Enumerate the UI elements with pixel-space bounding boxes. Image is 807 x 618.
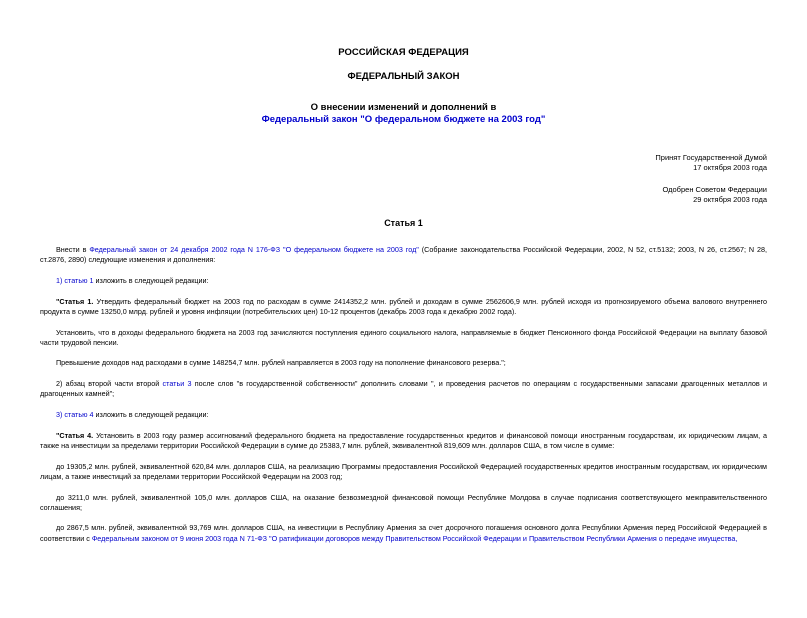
paragraph-3211: до 3211,0 млн. рублей, эквивалентной 105,0 млн. долларов США, на оказание безвозмездной финансовой помощи Республике Молдова в случае подписания соответствующего межправительственного соглашения; — [40, 492, 767, 512]
item2-text-post: после слов "в государственной собственности" дополнить словами ", и проведения расчетов по операциям с государственными запасами драгоценных металлов и драгоценных камней"; — [40, 379, 767, 399]
adopted-by: Принят Государственной Думой — [655, 153, 767, 162]
paragraph-article4 — [40, 431, 767, 451]
paragraph-item2 — [40, 379, 767, 399]
item3-text: изложить в следующей редакции: — [93, 410, 209, 420]
paragraph-article1 — [40, 297, 767, 317]
p2867-text: до 2867,5 млн. рублей, эквивалентной 93,769 млн. долларов США, на инвестиции в Республику Армения за счет досрочного погашения основного долга Республики Армения перед Российской Федерацией в соответствии с — [40, 523, 767, 543]
paragraph-item3 — [40, 410, 767, 420]
law-link-176fz[interactable]: Федеральный закон от 24 декабря 2002 года N 176-ФЗ — [89, 245, 281, 254]
document-page — [0, 47, 807, 618]
intro-text-post: (Собрание законодательства Российской Федерации, 2002, N 52, ст.5132; 2003, N 26, ст.2567; N 28, ст.2876, 2890) следующие изменения и дополнения: — [40, 245, 768, 265]
law-link-budget-2003[interactable]: "О федеральном бюджете на 2003 год" — [283, 245, 419, 254]
article4-text: Установить в 2003 году размер ассигнований федерального бюджета на предоставление государственных кредитов и финансовой помощи иностранным государствам, их юридическим лицам, а также на инвестиции за пределами территории Российской Федерации в сумме до 25383,7 млн. рублей, эквивалентной 819,609 млн. долларов США, в том числе в сумме: — [40, 430, 768, 450]
paragraph-excess: Превышение доходов над расходами в сумме 148254,7 млн. рублей направляется в 2003 году на пополнение финансового резерва."; — [56, 358, 506, 368]
article1-text: Утвердить федеральный бюджет на 2003 год по расходам в сумме 2414352,2 млн. рублей и доходам в сумме 2562606,9 млн. рублей исходя из прогнозируемого объема валового внутреннего продукта в сумме 13250,0 млрд. рублей и уровня инфляции (потребительских цен) 10-12 процентов (декабрь 2003 года к декабрю 2002 года). — [40, 296, 767, 316]
article4-label: "Статья 4. — [56, 430, 94, 440]
item1-text: изложить в следующей редакции: — [93, 275, 209, 285]
law-type-heading: ФЕДЕРАЛЬНЫЙ ЗАКОН — [347, 71, 460, 82]
paragraph-19305: до 19305,2 млн. рублей, эквивалентной 620,84 млн. долларов США, на реализацию Программы предоставления Российской Федерацией государственных кредитов иностранным государствам, их юридическим лицам, а также инвестиций за пределами территории Российской Федерации на 2003 год; — [40, 461, 767, 481]
paragraph-item1 — [40, 276, 767, 286]
approved-date: 29 октября 2003 года — [693, 195, 767, 204]
item3-number: 3) — [56, 410, 65, 420]
law-link-ratification[interactable]: "О ратификации договоров между Правительством Российской Федерации и Правительством Республики Армения о передаче имущества, — [267, 533, 738, 543]
article1-label: "Статья 1. — [56, 296, 94, 306]
adopted-date: 17 октября 2003 года — [693, 163, 767, 172]
paragraph-intro — [40, 245, 767, 265]
article4-link[interactable]: статью 4 — [64, 410, 94, 420]
intro-text: Внести в — [56, 245, 90, 254]
article3-link[interactable]: статьи 3 — [162, 379, 192, 389]
paragraph-social-tax: Установить, что в доходы федерального бюджета на 2003 год зачисляются поступления единого социального налога, направляемые в бюджет Пенсионного фонда Российской Федерации на выплату базовой части трудовой пенсии. — [40, 327, 767, 347]
approved-by: Одобрен Советом Федерации — [662, 185, 767, 194]
item1-number: 1) — [56, 275, 65, 285]
document-body — [40, 245, 767, 544]
article1-link[interactable]: статью 1 — [64, 275, 94, 285]
law-title-line1: О внесении изменений и дополнений в — [310, 102, 497, 113]
law-link-71fz[interactable]: Федеральным законом от 9 июня 2003 года N 71-ФЗ — [91, 533, 268, 543]
country-heading: РОССИЙСКАЯ ФЕДЕРАЦИЯ — [338, 47, 469, 58]
law-title — [40, 102, 767, 126]
paragraph-2867 — [40, 523, 767, 543]
adoption-info — [40, 153, 767, 205]
item2-text-pre: 2) абзац второй части второй — [56, 379, 163, 389]
law-title-link[interactable]: Федеральный закон "О федеральном бюджете на 2003 год" — [261, 114, 546, 125]
article-heading: Статья 1 — [384, 218, 423, 228]
